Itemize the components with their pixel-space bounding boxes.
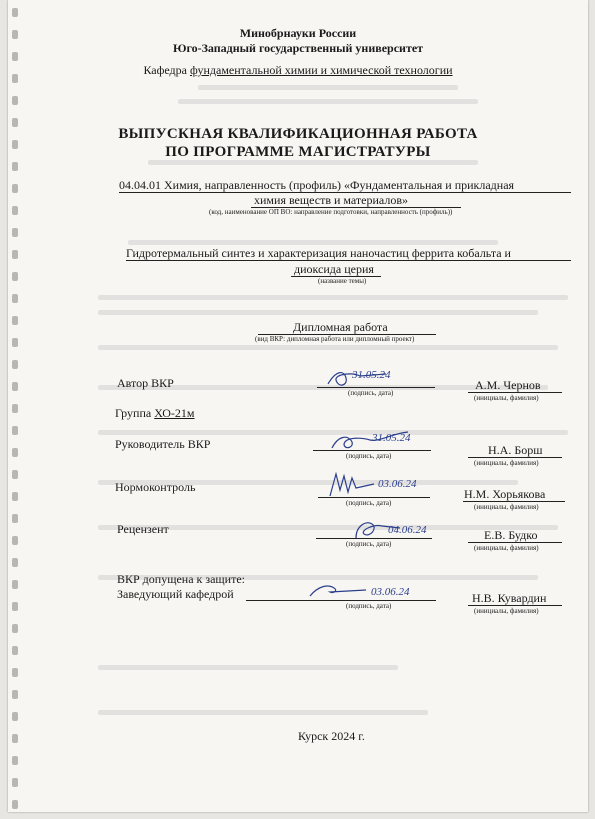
work-type: Дипломная работа [293, 320, 388, 334]
binding-hole [12, 668, 18, 677]
binding-hole [12, 206, 18, 215]
supervisor-signature-date: 31.05.24 [372, 432, 411, 444]
binding-hole [12, 228, 18, 237]
document-page [8, 0, 588, 812]
university-name: Юго-Западный государственный университет [172, 41, 424, 55]
supervisor-name-caption: (инициалы, фамилия) [474, 459, 539, 467]
program-line2: химия веществ и материалов» [254, 193, 409, 207]
binding-hole [12, 470, 18, 479]
work-type-caption: (вид ВКР: дипломная работа или дипломный проект) [255, 335, 415, 343]
supervisor-role: Руководитель ВКР [115, 437, 211, 451]
program-caption: (код, наименование ОП ВО: направление подготовки, направленность (профиль)) [209, 208, 453, 216]
author-name: А.М. Чернов [475, 378, 541, 392]
binding-hole [12, 448, 18, 457]
binding-hole [12, 338, 18, 347]
supervisor-name: Н.А. Борш [488, 443, 543, 457]
normcontrol-signature-line [318, 497, 430, 498]
department-name: фундаментальной химии и химической технологии [189, 63, 453, 77]
binding-hole [12, 162, 18, 171]
normcontrol-signature-caption: (подпись, дата) [346, 499, 392, 507]
binding-hole [12, 756, 18, 765]
topic-line2: диоксида церия [294, 262, 374, 276]
binding-hole [12, 514, 18, 523]
page-title-line1: ВЫПУСКНАЯ КВАЛИФИКАЦИОННАЯ РАБОТА [118, 126, 478, 142]
binding-hole [12, 96, 18, 105]
binding-hole [12, 646, 18, 655]
author-name-caption: (инициалы, фамилия) [474, 394, 539, 402]
normcontrol-role: Нормоконтроль [115, 480, 196, 494]
binding-hole [12, 294, 18, 303]
binding-hole [12, 382, 18, 391]
program-line1: 04.04.01 Химия, направленность (профиль) «Фундаментальная и прикладная [119, 178, 515, 192]
binding-hole [12, 316, 18, 325]
binding-hole [12, 536, 18, 545]
binding-hole [12, 272, 18, 281]
head-signature [308, 580, 368, 600]
reviewer-role: Рецензент [117, 522, 169, 536]
head-name-line [468, 605, 562, 606]
author-signature-line [317, 387, 435, 388]
head-name: Н.В. Кувардин [472, 591, 547, 605]
supervisor-signature-caption: (подпись, дата) [346, 452, 392, 460]
reviewer-name-caption: (инициалы, фамилия) [474, 544, 539, 552]
supervisor-name-line [468, 457, 562, 458]
group-line [115, 406, 195, 421]
normcontrol-signature-date: 03.06.24 [378, 478, 417, 490]
reviewer-signature-date: 04.06.24 [388, 524, 427, 536]
binding-strip [8, 0, 22, 812]
binding-hole [12, 8, 18, 17]
head-signature-date: 03.06.24 [371, 586, 410, 598]
binding-hole [12, 734, 18, 743]
binding-hole [12, 426, 18, 435]
binding-hole [12, 602, 18, 611]
topic-caption: (название темы) [318, 277, 367, 285]
binding-hole [12, 184, 18, 193]
reviewer-name-line [468, 542, 562, 543]
normcontrol-name-caption: (инициалы, фамилия) [474, 503, 539, 511]
normcontrol-name-line [463, 501, 565, 502]
head-signature-line [246, 600, 436, 601]
normcontrol-name: Н.М. Хорьякова [464, 487, 546, 501]
author-role: Автор ВКР [117, 376, 174, 390]
binding-hole [12, 558, 18, 567]
binding-hole [12, 360, 18, 369]
binding-hole [12, 624, 18, 633]
reviewer-name: Е.В. Будко [484, 528, 538, 542]
page-title-line2: ПО ПРОГРАММЕ МАГИСТРАТУРЫ [165, 144, 431, 160]
head-of-department-role: Заведующий кафедрой [117, 587, 234, 601]
binding-hole [12, 800, 18, 809]
reviewer-signature-caption: (подпись, дата) [346, 540, 392, 548]
binding-hole [12, 404, 18, 413]
group-value: ХО-21м [154, 406, 195, 420]
supervisor-signature-line [313, 450, 431, 451]
author-signature-date: 31.05.24 [352, 369, 391, 381]
reviewer-signature-line [316, 538, 432, 539]
head-signature-caption: (подпись, дата) [346, 602, 392, 610]
admission-note: ВКР допущена к защите: [117, 572, 245, 586]
group-label: Группа [115, 406, 152, 420]
author-name-line [468, 392, 562, 393]
ministry-name: Минобрнауки России [239, 26, 357, 40]
department-prefix: Кафедра [143, 63, 187, 77]
author-signature-caption: (подпись, дата) [348, 389, 394, 397]
place-and-year: Курск 2024 г. [298, 729, 365, 743]
binding-hole [12, 492, 18, 501]
binding-hole [12, 250, 18, 259]
binding-hole [12, 580, 18, 589]
binding-hole [12, 690, 18, 699]
head-name-caption: (инициалы, фамилия) [474, 607, 539, 615]
binding-hole [12, 712, 18, 721]
binding-hole [12, 778, 18, 787]
topic-line1: Гидротермальный синтез и характеризация наночастиц феррита кобальта и [126, 246, 511, 260]
normcontrol-signature [326, 470, 376, 500]
department-line [8, 63, 588, 78]
topic-underline1 [126, 260, 571, 261]
